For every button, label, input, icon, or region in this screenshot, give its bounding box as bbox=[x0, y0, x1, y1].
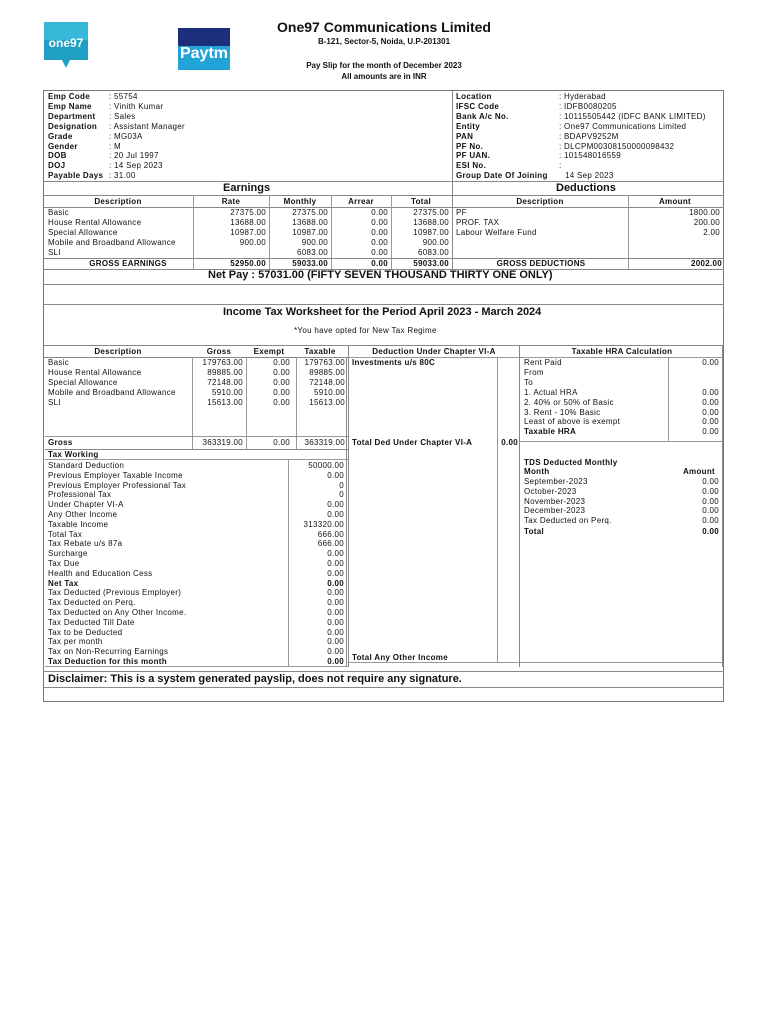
emp-field-value: : 101548016559 bbox=[559, 151, 622, 161]
tds-label: Tax Deducted on Perq. bbox=[524, 516, 612, 526]
tax-working-value: 0.00 bbox=[327, 588, 344, 598]
earnings-cell: 10987.00 bbox=[292, 228, 328, 237]
earnings-cell: 0.00 bbox=[371, 238, 388, 247]
tax-regime-note: *You have opted for New Tax Regime bbox=[294, 326, 437, 335]
rule-line bbox=[348, 345, 349, 667]
hra-label: 3. Rent - 10% Basic bbox=[524, 407, 601, 417]
tds-label: September-2023 bbox=[524, 477, 588, 486]
emp-field-label: Emp Code bbox=[48, 92, 90, 101]
emp-field-value: : One97 Communications Limited bbox=[559, 121, 687, 131]
emp-field-value: 14 Sep 2023 bbox=[565, 171, 614, 181]
tax-working-label: Previous Employer Taxable Income bbox=[48, 470, 183, 480]
svg-text:Paytm: Paytm bbox=[179, 45, 229, 62]
hra-label: From bbox=[524, 367, 544, 377]
tds-total-label: Total bbox=[524, 527, 545, 536]
tax-working-value: 0 bbox=[339, 490, 344, 500]
income-cell: 0.00 bbox=[273, 378, 290, 387]
tax-working-label: Tax Rebate u/s 87a bbox=[48, 539, 123, 549]
emp-field-label: Department bbox=[48, 111, 96, 121]
tax-working-title: Tax Working bbox=[48, 450, 99, 459]
deductions-header: Amount bbox=[658, 197, 691, 206]
emp-field-value: : MG03A bbox=[109, 131, 143, 141]
hra-label: 1. Actual HRA bbox=[524, 387, 578, 397]
earnings-cell: 900.00 bbox=[422, 238, 449, 247]
tax-working-label: Tax Deducted Till Date bbox=[48, 617, 135, 627]
income-header: Description bbox=[94, 347, 142, 356]
emp-field-value: : BDAPV9252M bbox=[559, 131, 619, 141]
emp-field-label: ESI No. bbox=[456, 161, 487, 171]
tax-working-label: Total Tax bbox=[48, 529, 83, 539]
rule-line bbox=[722, 345, 723, 667]
earnings-cell: 13688.00 bbox=[230, 218, 266, 227]
income-gross-cell: Gross bbox=[48, 438, 73, 447]
income-cell: Basic bbox=[48, 358, 70, 367]
income-cell: 179763.00 bbox=[304, 358, 345, 367]
earnings-cell: 900.00 bbox=[239, 238, 266, 247]
earnings-cell: 13688.00 bbox=[413, 218, 449, 227]
emp-field-label: Gender bbox=[48, 141, 78, 151]
tax-working-label: Health and Education Cess bbox=[48, 568, 153, 578]
tds-title: TDS Deducted Monthly bbox=[524, 458, 618, 467]
rule-line bbox=[520, 662, 722, 663]
tax-working-value: 0.00 bbox=[327, 647, 344, 657]
company-address: B-121, Sector-5, Noida, U.P-201301 bbox=[317, 37, 451, 46]
emp-field-value: : 31.00 bbox=[109, 171, 136, 181]
rule-line bbox=[45, 436, 348, 437]
earnings-title: Earnings bbox=[223, 182, 271, 194]
deductions-cell: 2.00 bbox=[703, 228, 720, 237]
earnings-cell: 0.00 bbox=[371, 228, 388, 237]
hra-label: Rent Paid bbox=[524, 358, 562, 367]
tax-working-value: 0.00 bbox=[327, 627, 344, 637]
earnings-cell: 10987.00 bbox=[413, 228, 449, 237]
tax-working-label: Tax Deducted on Perq. bbox=[48, 598, 136, 608]
investments-label: Investments u/s 80C bbox=[352, 358, 436, 367]
tax-working-value: 313320.00 bbox=[303, 519, 344, 529]
hra-label: 2. 40% or 50% of Basic bbox=[524, 397, 614, 407]
rule-line bbox=[346, 357, 347, 667]
tds-total-value: 0.00 bbox=[702, 527, 719, 536]
earnings-cell: Mobile and Broadband Allowance bbox=[48, 238, 176, 247]
gross-earnings-cell: 59033.00 bbox=[413, 259, 449, 268]
emp-field-label: IFSC Code bbox=[456, 101, 500, 111]
tax-working-value: 0.00 bbox=[327, 578, 344, 588]
tax-working-label: Surcharge bbox=[48, 549, 88, 559]
tds-label: November-2023 bbox=[524, 496, 586, 506]
tax-working-value: 0.00 bbox=[327, 568, 344, 578]
earnings-cell: Basic bbox=[48, 208, 70, 217]
tax-working-label: Standard Deduction bbox=[48, 461, 125, 470]
hra-value: 0.00 bbox=[702, 358, 719, 367]
tax-working-value: 50000.00 bbox=[308, 461, 344, 470]
earnings-cell: 27375.00 bbox=[292, 208, 328, 217]
gross-deductions-cell: GROSS DEDUCTIONS bbox=[496, 259, 586, 268]
hra-value: 0.00 bbox=[702, 407, 719, 417]
total-ded-value: 0.00 bbox=[501, 438, 518, 447]
rule-line bbox=[520, 441, 722, 442]
rule-line bbox=[43, 195, 724, 196]
tax-working-label: Tax Deducted (Previous Employer) bbox=[48, 588, 182, 598]
tax-working-value: 0.00 bbox=[327, 510, 344, 519]
svg-text:one97: one97 bbox=[48, 36, 84, 50]
earnings-header: Total bbox=[410, 197, 431, 206]
emp-field-label: DOB bbox=[48, 151, 67, 161]
income-cell: 0.00 bbox=[273, 368, 290, 377]
tax-working-label: Tax Due bbox=[48, 559, 80, 568]
tax-working-value: 666.00 bbox=[317, 529, 344, 539]
income-cell: 72148.00 bbox=[309, 378, 345, 387]
earnings-header: Arrear bbox=[348, 197, 374, 206]
tax-worksheet-title: Income Tax Worksheet for the Period April 2023 - March 2024 bbox=[223, 306, 542, 318]
emp-field-value: : M bbox=[109, 141, 122, 151]
tax-working-label: Any Other Income bbox=[48, 510, 118, 519]
earnings-header: Description bbox=[94, 197, 142, 206]
emp-field-label: PAN bbox=[456, 131, 474, 141]
hra-value: 0.00 bbox=[702, 397, 719, 407]
earnings-header: Monthly bbox=[283, 197, 317, 206]
tds-label: December-2023 bbox=[524, 506, 586, 516]
tax-working-label: Under Chapter VI-A bbox=[48, 500, 124, 510]
tax-working-label: Tax Deduction for this month bbox=[48, 657, 167, 666]
deductions-cell: Labour Welfare Fund bbox=[456, 228, 537, 237]
tds-value: 0.00 bbox=[702, 486, 719, 496]
emp-field-label: Grade bbox=[48, 131, 73, 141]
earnings-cell: 0.00 bbox=[371, 208, 388, 217]
tax-working-value: 0.00 bbox=[327, 657, 344, 666]
emp-field-label: Bank A/c No. bbox=[456, 111, 509, 121]
gross-earnings-cell: 59033.00 bbox=[292, 259, 328, 268]
rule-line bbox=[43, 304, 724, 305]
income-cell: 72148.00 bbox=[207, 378, 243, 387]
income-gross-cell: 363319.00 bbox=[202, 438, 243, 447]
income-cell: 89885.00 bbox=[207, 368, 243, 377]
emp-field-value: : 10115505442 (IDFC BANK LIMITED) bbox=[559, 111, 706, 121]
earnings-cell: 0.00 bbox=[371, 218, 388, 227]
tax-working-label: Taxable Income bbox=[48, 519, 109, 529]
income-cell: House Rental Allowance bbox=[48, 368, 142, 377]
income-header: Gross bbox=[206, 347, 232, 356]
tds-value: 0.00 bbox=[702, 477, 719, 486]
tax-working-value: 0.00 bbox=[327, 598, 344, 608]
income-cell: Mobile and Broadband Allowance bbox=[48, 388, 176, 397]
chapter-via-title: Deduction Under Chapter VI-A bbox=[372, 347, 496, 356]
emp-field-label: Designation bbox=[48, 121, 98, 131]
earnings-cell: 900.00 bbox=[301, 238, 328, 247]
tds-header: Amount bbox=[682, 467, 715, 476]
tax-working-value: 0 bbox=[339, 480, 344, 490]
earnings-cell: 0.00 bbox=[371, 248, 388, 257]
emp-field-value: : Assistant Manager bbox=[109, 121, 185, 131]
deductions-cell: PF bbox=[456, 208, 467, 217]
emp-field-value: : Vinith Kumar bbox=[109, 101, 164, 111]
rule-line bbox=[497, 357, 498, 662]
earnings-cell: 13688.00 bbox=[292, 218, 328, 227]
earnings-cell: 27375.00 bbox=[413, 208, 449, 217]
income-gross-cell: 0.00 bbox=[273, 438, 290, 447]
tds-header: Month bbox=[524, 467, 550, 476]
income-cell: 5910.00 bbox=[313, 388, 345, 397]
hra-title: Taxable HRA Calculation bbox=[571, 347, 673, 356]
income-cell: 5910.00 bbox=[211, 388, 243, 397]
deductions-cell: 1800.00 bbox=[688, 208, 720, 217]
income-header: Exempt bbox=[253, 347, 285, 356]
tax-working-value: 0.00 bbox=[327, 470, 344, 480]
total-other-income-label: Total Any Other Income bbox=[352, 653, 448, 662]
tax-working-label: Net Tax bbox=[48, 578, 79, 588]
emp-field-value: : DLCPM00308150000098432 bbox=[559, 141, 675, 151]
tax-working-value: 0.00 bbox=[327, 500, 344, 510]
deductions-title: Deductions bbox=[556, 182, 616, 194]
hra-value: 0.00 bbox=[702, 387, 719, 397]
rule-line bbox=[452, 181, 453, 269]
deductions-cell: PROF. TAX bbox=[456, 218, 500, 227]
rule-line bbox=[452, 91, 453, 181]
emp-field-value: : 55754 bbox=[109, 92, 138, 101]
tax-working-value: 666.00 bbox=[317, 539, 344, 549]
earnings-cell: SLI bbox=[48, 248, 61, 257]
gross-earnings-cell: 0.00 bbox=[371, 259, 388, 268]
rule-line bbox=[43, 345, 724, 346]
income-cell: 179763.00 bbox=[202, 358, 243, 367]
earnings-header: Rate bbox=[221, 197, 241, 206]
disclaimer: Disclaimer: This is a system generated payslip, does not require any signature. bbox=[48, 673, 462, 685]
emp-field-label: Emp Name bbox=[48, 101, 92, 111]
hra-value: 0.00 bbox=[702, 427, 719, 437]
emp-field-label: Entity bbox=[456, 121, 481, 131]
rule-line bbox=[519, 345, 520, 667]
tax-working-label: Tax per month bbox=[48, 637, 103, 647]
emp-field-value: : 20 Jul 1997 bbox=[109, 151, 159, 161]
net-pay: Net Pay : 57031.00 (FIFTY SEVEN THOUSAND THIRTY ONE ONLY) bbox=[208, 269, 553, 281]
hra-label: Least of above is exempt bbox=[524, 417, 621, 427]
tds-value: 0.00 bbox=[702, 516, 719, 526]
emp-field-label: DOJ bbox=[48, 161, 66, 171]
income-cell: 0.00 bbox=[273, 398, 290, 407]
earnings-cell: 27375.00 bbox=[230, 208, 266, 217]
tax-working-value: 0.00 bbox=[327, 549, 344, 559]
emp-field-value: : Sales bbox=[109, 111, 136, 121]
hra-value: 0.00 bbox=[702, 417, 719, 427]
deductions-cell: 200.00 bbox=[693, 218, 720, 227]
rule-line bbox=[43, 181, 724, 182]
tax-working-label: Tax Deducted on Any Other Income. bbox=[48, 608, 187, 617]
tax-working-value: 0.00 bbox=[327, 637, 344, 647]
income-gross-cell: 363319.00 bbox=[304, 438, 345, 447]
earnings-cell: 6083.00 bbox=[417, 248, 449, 257]
tax-working-value: 0.00 bbox=[327, 559, 344, 568]
gross-earnings-cell: 52950.00 bbox=[230, 259, 266, 268]
tax-working-label: Tax on Non-Recurring Earnings bbox=[48, 647, 169, 657]
tax-working-value: 0.00 bbox=[327, 608, 344, 617]
income-header: Taxable bbox=[304, 347, 336, 356]
income-cell: SLI bbox=[48, 398, 61, 407]
total-ded-label: Total Ded Under Chapter VI-A bbox=[352, 438, 473, 447]
tax-working-label: Previous Employer Professional Tax bbox=[48, 480, 187, 490]
hra-label: To bbox=[524, 377, 534, 387]
gross-deductions-cell: 2002.00 bbox=[690, 259, 722, 268]
income-cell: 15613.00 bbox=[309, 398, 345, 407]
emp-field-label: Location bbox=[456, 92, 492, 101]
hra-label: Taxable HRA bbox=[524, 427, 577, 437]
earnings-cell: Special Allowance bbox=[48, 228, 118, 237]
tax-working-label: Tax to be Deducted bbox=[48, 627, 123, 637]
emp-field-label: PF No. bbox=[456, 141, 484, 151]
rule-line bbox=[43, 671, 724, 672]
tds-label: October-2023 bbox=[524, 486, 577, 496]
earnings-cell: 6083.00 bbox=[296, 248, 328, 257]
emp-field-value: : Hyderabad bbox=[559, 92, 606, 101]
income-cell: Special Allowance bbox=[48, 378, 118, 387]
deductions-header: Description bbox=[516, 197, 564, 206]
one97-logo bbox=[44, 20, 88, 70]
earnings-cell: House Rental Allowance bbox=[48, 218, 142, 227]
gross-earnings-cell: GROSS EARNINGS bbox=[89, 259, 167, 268]
tax-working-label: Professional Tax bbox=[48, 490, 112, 500]
emp-field-value: : 14 Sep 2023 bbox=[109, 161, 163, 171]
tds-value: 0.00 bbox=[702, 506, 719, 516]
income-cell: 89885.00 bbox=[309, 368, 345, 377]
emp-field-value: : bbox=[559, 161, 562, 171]
earnings-cell: 10987.00 bbox=[230, 228, 266, 237]
rule-line bbox=[43, 687, 724, 688]
emp-field-label: Group Date Of Joining bbox=[456, 171, 548, 181]
currency-note: All amounts are in INR bbox=[341, 72, 427, 81]
payslip-title: Pay Slip for the month of December 2023 bbox=[306, 61, 462, 70]
tds-value: 0.00 bbox=[702, 496, 719, 506]
company-name: One97 Communications Limited bbox=[277, 19, 491, 35]
income-cell: 0.00 bbox=[273, 388, 290, 397]
income-cell: 0.00 bbox=[273, 358, 290, 367]
emp-field-label: Payable Days bbox=[48, 171, 104, 181]
tax-working-value: 0.00 bbox=[327, 617, 344, 627]
income-cell: 15613.00 bbox=[207, 398, 243, 407]
emp-field-value: : IDFB0080205 bbox=[559, 101, 617, 111]
emp-field-label: PF UAN. bbox=[456, 151, 491, 161]
rule-line bbox=[43, 284, 724, 285]
